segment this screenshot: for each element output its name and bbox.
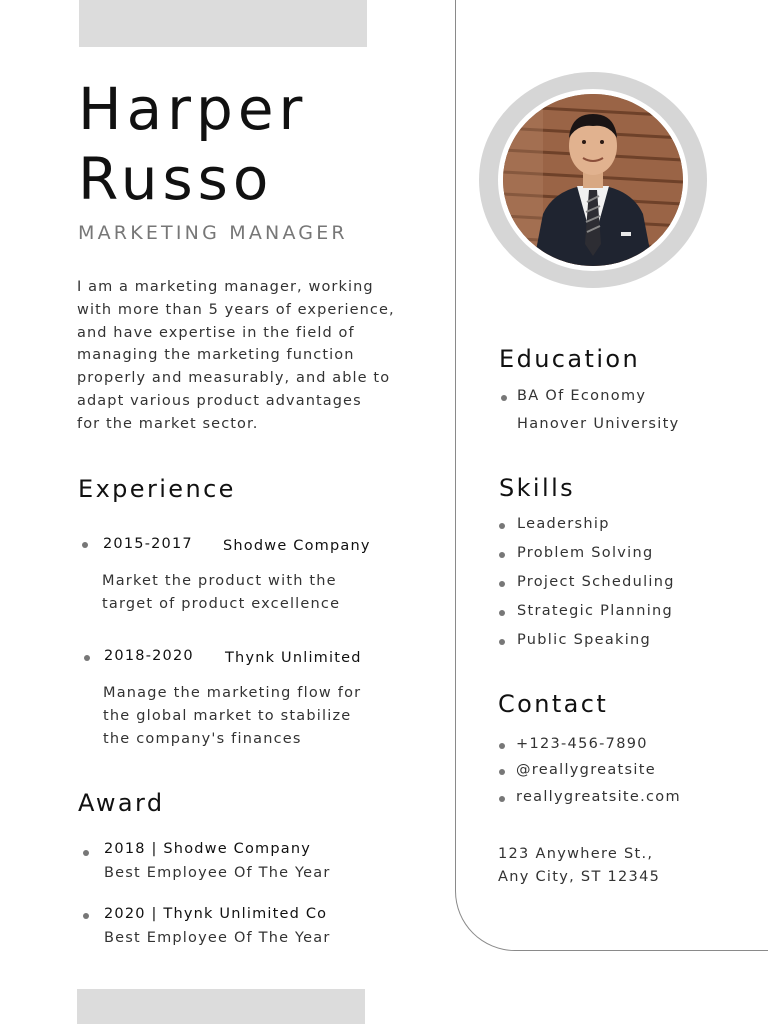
skill-item: Problem Solving: [517, 545, 654, 561]
about-line: properly and measurably, and able to: [77, 370, 391, 387]
about-line: adapt various product advantages: [77, 392, 362, 409]
bullet-icon: [499, 743, 505, 749]
experience-company: Thynk Unlimited: [225, 650, 362, 666]
experience-company: Shodwe Company: [223, 538, 371, 554]
experience-desc-line: target of product excellence: [102, 596, 341, 612]
experience-desc-line: the global market to stabilize: [103, 708, 352, 724]
education-heading: Education: [499, 345, 641, 373]
contact-social: @reallygreatsite: [516, 762, 656, 778]
bullet-icon: [499, 796, 505, 802]
experience-heading: Experience: [78, 475, 236, 503]
about-line: and have expertise in the field of: [77, 324, 355, 341]
skill-item: Strategic Planning: [517, 603, 674, 619]
last-name: Russo: [78, 145, 274, 213]
experience-desc-line: Manage the marketing flow for: [103, 685, 362, 701]
skills-heading: Skills: [499, 474, 576, 502]
profile-photo-image: [503, 94, 683, 266]
about-line: with more than 5 years of experience,: [77, 301, 395, 318]
experience-years: 2018-2020: [104, 648, 194, 664]
skill-item: Project Scheduling: [517, 574, 675, 590]
experience-desc-line: Market the product with the: [102, 573, 337, 589]
job-role: MARKETING MANAGER: [78, 222, 348, 244]
award-heading: Award: [78, 789, 165, 817]
bullet-icon: [499, 581, 505, 587]
first-name: Harper: [78, 75, 308, 143]
award-subtitle: Best Employee Of The Year: [104, 865, 331, 881]
contact-heading: Contact: [498, 690, 609, 718]
experience-desc-line: the company's finances: [103, 731, 302, 747]
contact-address-line2: Any City, ST 12345: [498, 869, 661, 885]
experience-description: [102, 570, 340, 616]
bullet-icon: [84, 655, 90, 661]
bullet-icon: [499, 639, 505, 645]
bottom-decor-bar: [77, 989, 365, 1024]
contact-address-line1: 123 Anywhere St.,: [498, 846, 654, 862]
education-school: Hanover University: [517, 416, 680, 432]
bullet-icon: [501, 395, 507, 401]
experience-description: [103, 682, 361, 751]
award-title: 2018 | Shodwe Company: [104, 841, 312, 857]
award-subtitle: Best Employee Of The Year: [104, 930, 331, 946]
about-paragraph: [77, 276, 437, 436]
bullet-icon: [83, 913, 89, 919]
contact-phone: +123-456-7890: [516, 736, 648, 752]
about-line: I am a marketing manager, working: [77, 279, 374, 295]
candidate-name: [78, 74, 307, 214]
bullet-icon: [83, 850, 89, 856]
profile-photo: [498, 89, 688, 271]
bullet-icon: [82, 542, 88, 548]
award-title: 2020 | Thynk Unlimited Co: [104, 906, 328, 922]
skill-item: Leadership: [517, 516, 610, 532]
bullet-icon: [499, 769, 505, 775]
person-portrait-icon: [503, 94, 683, 266]
about-line: for the market sector.: [77, 415, 259, 432]
bullet-icon: [499, 610, 505, 616]
education-degree: BA Of Economy: [517, 388, 647, 404]
contact-website: reallygreatsite.com: [516, 789, 681, 805]
experience-years: 2015-2017: [103, 536, 193, 552]
top-decor-bar: [79, 0, 367, 47]
bullet-icon: [499, 523, 505, 529]
skill-item: Public Speaking: [517, 632, 652, 648]
bullet-icon: [499, 552, 505, 558]
about-line: managing the marketing function: [77, 347, 355, 364]
